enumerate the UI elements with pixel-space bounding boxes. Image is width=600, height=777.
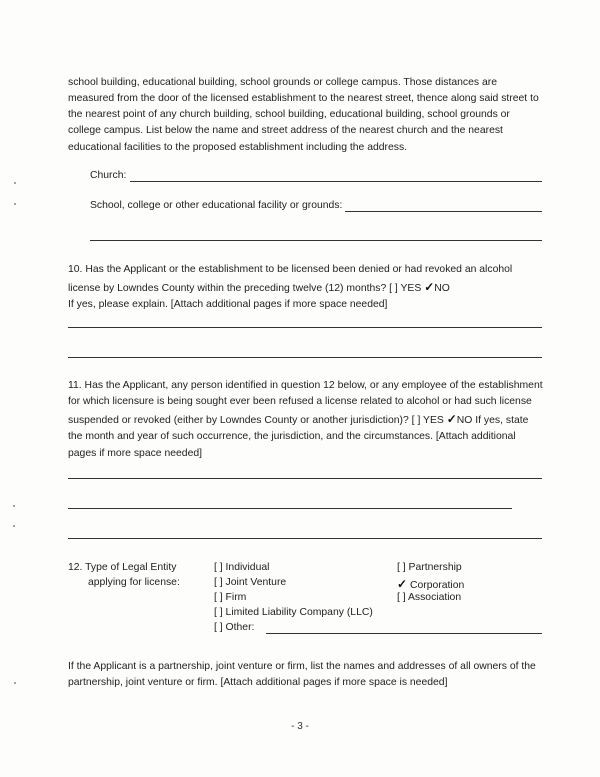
option-joint-venture[interactable]: [ ] Joint Venture: [214, 577, 287, 588]
church-label: Church:: [90, 170, 127, 181]
q10-no-checkmark[interactable]: ✓: [424, 280, 435, 295]
corporation-label: Corporation: [409, 580, 465, 591]
page-number: - 3 -: [291, 721, 309, 732]
q10-explain-text: If yes, please explain. [Attach additional pages if more space needed]: [68, 299, 388, 311]
option-other[interactable]: [ ] Other:: [214, 622, 255, 633]
q12-label-cont: applying for license:: [88, 577, 180, 588]
scan-speck: [14, 182, 16, 184]
q10-yes-option[interactable]: [ ] YES: [389, 283, 422, 295]
q11-no-option[interactable]: NO: [456, 415, 473, 427]
option-association[interactable]: [ ] Association: [397, 592, 462, 603]
closing-paragraph: If the Applicant is a partnership, joint venture or firm, list the names and addresses of all owners of the partnership, joint venture or firm. [Attach additional pages if more space is needed]: [68, 661, 536, 689]
q11-answer-line-1[interactable]: [68, 478, 542, 479]
scan-speck: [13, 505, 15, 507]
q10-answer-line-1[interactable]: [68, 327, 542, 328]
q12-label: 12. Type of Legal Entity: [68, 562, 177, 573]
corporation-checkmark: ✓: [397, 577, 408, 591]
option-firm[interactable]: [ ] Firm: [214, 592, 247, 603]
option-individual[interactable]: [ ] Individual: [214, 562, 270, 573]
school-answer-line[interactable]: [345, 211, 542, 212]
q11-no-checkmark[interactable]: ✓: [446, 412, 457, 427]
q11-text: 11. Has the Applicant, any person identified in question 12 below, or any employee of the establishment for which licensure is being sought ever been refused a license related to alcohol or had such license suspended or revoked (either by Lowndes County or another jurisdiction)?: [68, 380, 543, 427]
intro-paragraph: school building, educational building, school grounds or college campus. Those distances are measured from the door of the licensed establishment to the nearest street, thence along said street to the nearest point of any church building, school building, educational building, school grounds or college campus. List below the name and street address of the nearest church and the nearest educational facilities to the proposed establishment including the address.: [68, 77, 539, 153]
q11-answer-line-3[interactable]: [68, 538, 542, 539]
scan-speck: [13, 525, 15, 527]
scan-speck: [14, 203, 16, 205]
q10-text: 10. Has the Applicant or the establishment to be licensed been denied or had revoked an alcohol license by Lowndes County within the preceding twelve (12) months?: [68, 264, 513, 295]
question-10: [68, 262, 544, 313]
q11-answer-line-2[interactable]: [68, 508, 512, 509]
school-answer-line-2[interactable]: [90, 240, 542, 241]
option-llc[interactable]: [ ] Limited Liability Company (LLC): [214, 607, 373, 618]
scan-speck: [14, 682, 16, 684]
q11-yes-option[interactable]: [ ] YES: [411, 415, 444, 427]
school-label: School, college or other educational facility or grounds:: [90, 200, 343, 211]
church-answer-line[interactable]: [130, 181, 542, 182]
q11-explain-text: If yes, state the month and year of such occurrence, the jurisdiction, and the circumstances. [Attach additional pages if more space needed]: [68, 415, 529, 459]
question-11: [68, 378, 544, 462]
q10-no-option[interactable]: NO: [434, 283, 450, 295]
other-answer-line[interactable]: [266, 633, 542, 634]
option-partnership[interactable]: [ ] Partnership: [397, 562, 462, 573]
q10-answer-line-2[interactable]: [68, 357, 542, 358]
